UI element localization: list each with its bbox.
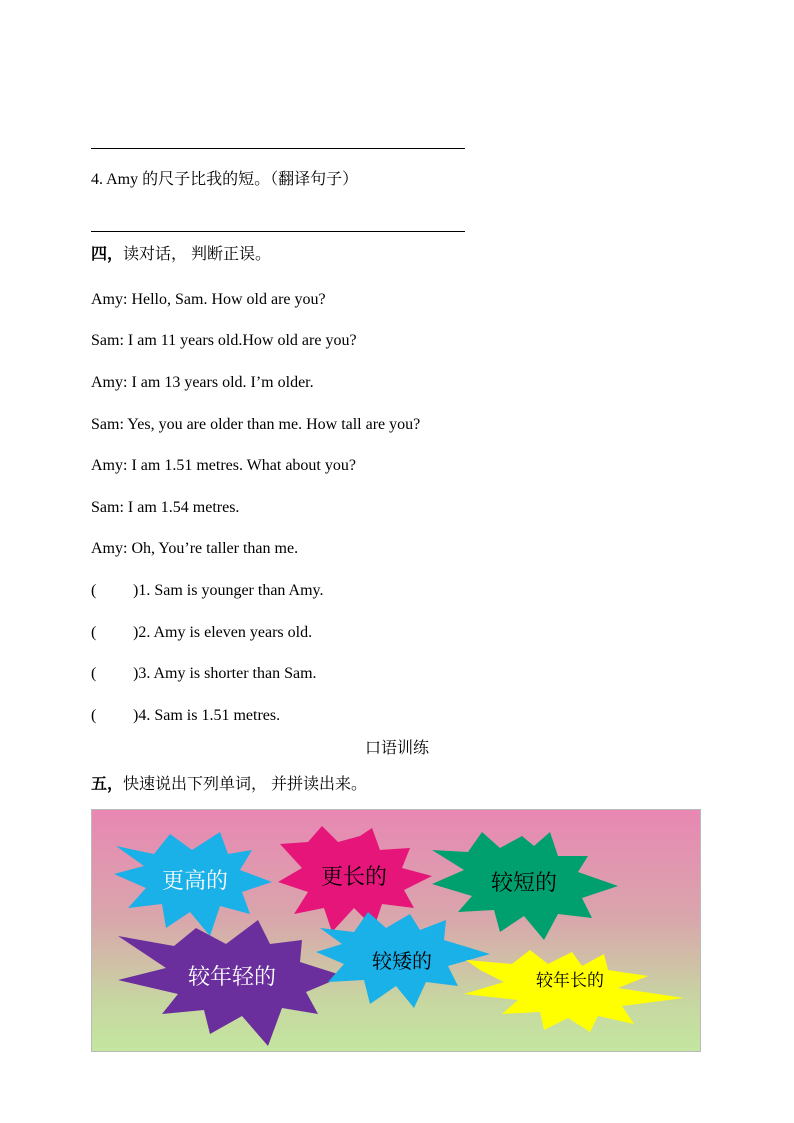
judgement-item-2 <box>91 623 312 643</box>
word-label: 较年长的 <box>536 971 604 991</box>
word-label: 较矮的 <box>372 949 432 973</box>
burst-taller <box>114 832 272 936</box>
word-panel <box>91 809 701 1052</box>
section-5-number: 五， <box>91 776 124 793</box>
judgement-text: )1. Sam is younger than Amy. <box>133 582 324 599</box>
word-label: 较短的 <box>490 871 558 896</box>
burst-shorter-height <box>316 912 490 1008</box>
judgement-item-1 <box>91 581 324 601</box>
dialogue-line: Sam: I am 1.54 metres. <box>91 499 240 516</box>
answer-blank[interactable]: ( <box>91 624 97 641</box>
answer-blank[interactable]: ( <box>91 582 97 599</box>
judgement-text: )2. Amy is eleven years old. <box>133 624 313 641</box>
answer-line-1 <box>91 148 465 149</box>
oral-training-title: 口语训练 <box>365 740 430 757</box>
judgement-item-3 <box>91 664 317 684</box>
word-label: 更长的 <box>320 865 388 890</box>
burst-older <box>464 950 684 1032</box>
section-4-heading <box>91 245 271 265</box>
question-4: 4. Amy 的尺子比我的短。（翻译句子） <box>91 171 359 188</box>
answer-line-2 <box>91 231 465 232</box>
judgement-text: )3. Amy is shorter than Sam. <box>133 665 317 682</box>
word-burst-graphic <box>92 810 701 1052</box>
section-5-heading <box>91 775 367 795</box>
dialogue-line: Amy: Oh, You’re taller than me. <box>91 540 299 557</box>
section-4-number: 四， <box>91 246 124 263</box>
burst-younger <box>118 920 344 1046</box>
dialogue-line: Amy: Hello, Sam. How old are you? <box>91 291 326 308</box>
word-label: 更高的 <box>161 869 229 894</box>
section-5-instruction: 快速说出下列单词， 并拼读出来。 <box>123 776 368 793</box>
dialogue-line: Sam: Yes, you are older than me. How tall are you? <box>91 416 421 433</box>
word-label: 较年轻的 <box>187 965 277 990</box>
judgement-item-4 <box>91 706 280 726</box>
dialogue-line: Amy: I am 13 years old. I’m older. <box>91 374 314 391</box>
dialogue-line: Amy: I am 1.51 metres. What about you? <box>91 457 356 474</box>
answer-blank[interactable]: ( <box>91 707 97 724</box>
burst-shorter <box>432 832 618 940</box>
dialogue-line: Sam: I am 11 years old.How old are you? <box>91 332 357 349</box>
section-4-instruction: 读对话， 判断正误。 <box>123 246 272 263</box>
answer-blank[interactable]: ( <box>91 665 97 682</box>
judgement-text: )4. Sam is 1.51 metres. <box>133 707 281 724</box>
starburst-shape <box>464 950 684 1032</box>
